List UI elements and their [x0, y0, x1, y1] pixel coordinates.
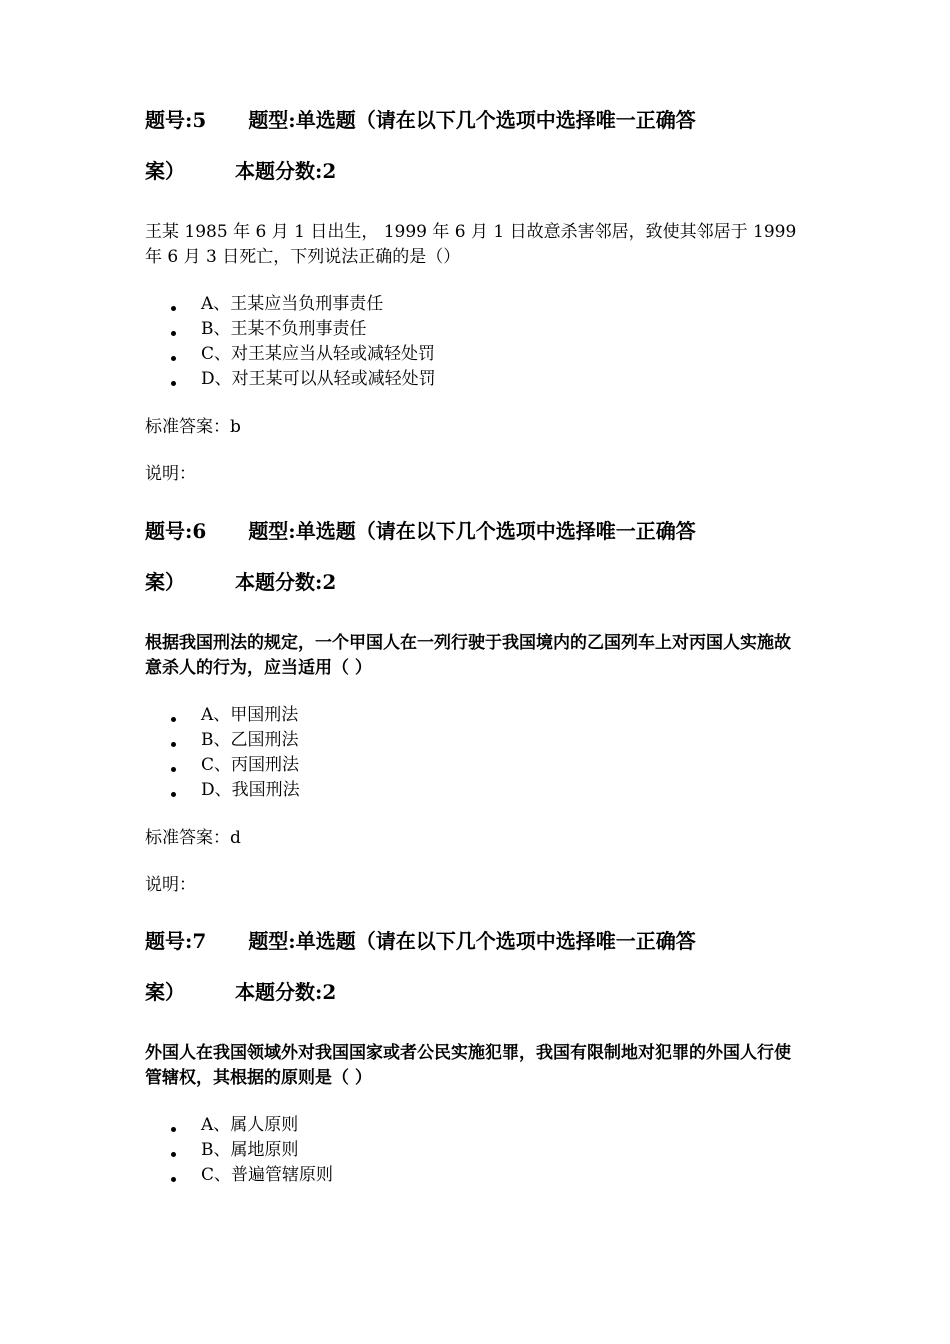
bullet-icon — [171, 1177, 176, 1182]
question-header — [145, 521, 696, 541]
question-type-cont: 案） — [145, 980, 185, 1004]
standard-answer: 标准答案：d — [145, 828, 241, 848]
bullet-icon — [171, 792, 176, 797]
bullet-icon — [171, 356, 176, 361]
bullet-icon — [171, 331, 176, 336]
question-type: 题型:单选题（请在以下几个选项中选择唯一正确答 — [248, 929, 696, 953]
bullet-icon — [171, 767, 176, 772]
question-header — [145, 931, 696, 951]
question-header — [145, 110, 696, 130]
question-header-cont — [145, 982, 336, 1002]
question-type-cont: 案） — [145, 570, 185, 594]
question-type-cont: 案） — [145, 159, 185, 183]
bullet-icon — [171, 381, 176, 386]
question-stem: 王某 1985 年 6 月 1 日出生， 1999 年 6 月 1 日故意杀害邻居，致使其邻居于 1999 年 6 月 3 日死亡，下列说法正确的是（） — [145, 222, 797, 267]
explanation-label: 说明： — [145, 464, 196, 484]
bullet-icon — [171, 306, 176, 311]
question-header-cont — [145, 572, 336, 592]
bullet-icon — [171, 742, 176, 747]
question-score: 本题分数:2 — [235, 159, 337, 183]
standard-answer: 标准答案：b — [145, 417, 241, 437]
question-score: 本题分数:2 — [235, 570, 337, 594]
question-stem: 根据我国刑法的规定，一个甲国人在一列行驶于我国境内的乙国列车上对丙国人实施故意杀人的行为，应当适用（ ） — [145, 633, 791, 678]
explanation-label: 说明： — [145, 875, 196, 895]
bullet-icon — [171, 1127, 176, 1132]
question-number: 题号:5 — [145, 108, 207, 132]
question-number: 题号:6 — [145, 519, 207, 543]
bullet-icon — [171, 717, 176, 722]
question-number: 题号:7 — [145, 929, 207, 953]
bullet-icon — [171, 1152, 176, 1157]
document-page: 题号:5 题型:单选题（请在以下几个选项中选择唯一正确答 案） 本题分数:2 王某 1985 年 6 月 1 日出生， 1999 年 6 月 1 日故意杀害邻居，致使其邻居于 1999 年 6 月 3 日死亡，下列说法正确的是（） A、王某应当负刑事责任 B、王某不负刑事责任 C、对王某应当从轻或减轻处罚 D、对王某可以从轻或减轻处罚 标准答案：b 说明： 题号:6 题型:单选题（请在以下几个选项中选择唯一正确答 案） 本题分数:2 根据我国刑法的规定，一个甲国人在一列行驶于我国境内的乙国列车上对丙国人实施故意杀人的行为，应当适用（ ） A、甲国刑法 B、乙国刑法 C、丙国刑法 D、我国刑法 标准答案：d 说明： 题号:7 题型:单选题（请在以下几个选项中选择唯一正确答 案） 本题分数:2 外国人在我国领域外对我国国家或者公民实施犯罪，我国有限制地对犯罪的外国人行使管辖权，其根据的原则是（ ） A、属人原则 B、属地原则 C、普遍管辖原则 — [0, 0, 950, 1344]
question-type: 题型:单选题（请在以下几个选项中选择唯一正确答 — [248, 519, 696, 543]
question-header-cont — [145, 161, 336, 181]
question-score: 本题分数:2 — [235, 980, 337, 1004]
question-type: 题型:单选题（请在以下几个选项中选择唯一正确答 — [248, 108, 696, 132]
question-stem: 外国人在我国领域外对我国国家或者公民实施犯罪，我国有限制地对犯罪的外国人行使管辖权，其根据的原则是（ ） — [145, 1043, 791, 1088]
